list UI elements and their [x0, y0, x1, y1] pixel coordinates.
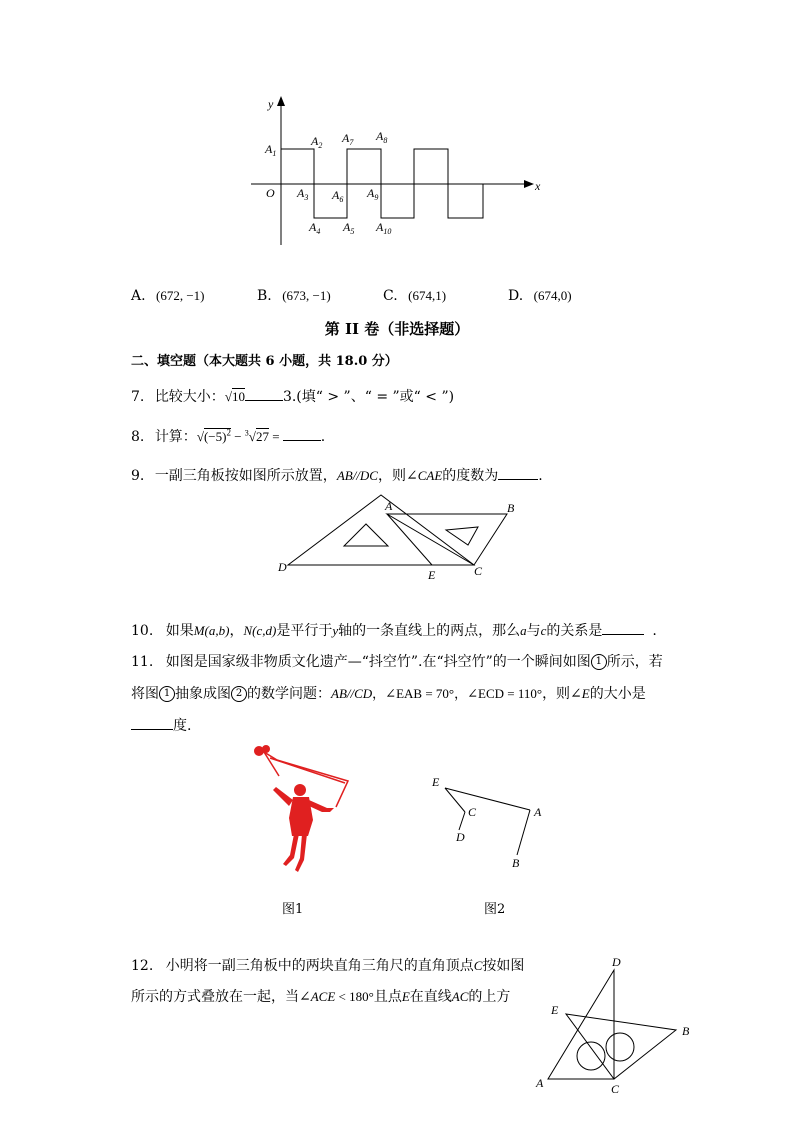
point-label-a5: $A_5$ [343, 220, 355, 236]
question-number: 9. [131, 468, 145, 484]
question-text: 小明将一副三角板中的两块直角三角尺的直角顶点 [165, 958, 474, 974]
question-8: 8. 计算：$√(-5)^2 - ^3√27$ = . [131, 427, 326, 445]
axis-x-label: x [535, 179, 541, 193]
var-c: C [473, 958, 483, 973]
option-letter: A. [131, 288, 146, 304]
question-number: 11. [131, 654, 154, 670]
question-number: 10. [131, 623, 154, 639]
triangle-ecb [566, 1014, 676, 1079]
question-text: 抽象成图 [175, 686, 231, 702]
option-value: (674,0) [533, 288, 572, 303]
math-expression: $√(-5)^2 - ^3√27$ = [196, 427, 283, 444]
figure-2-caption: 图2 [484, 902, 506, 917]
question-number: 7. [131, 389, 145, 405]
label-b: B [682, 1024, 690, 1038]
point-label-a10: $A_{10}$ [376, 220, 392, 236]
point-m: M(a,b) [193, 623, 230, 638]
var-c: c [540, 623, 547, 638]
question-number: 12. [131, 958, 154, 974]
axis-y-label: y [268, 97, 274, 111]
point-label-a8: $A_8$ [376, 129, 388, 145]
label-e: E [551, 1003, 559, 1017]
point-label-a6: $A_6$ [332, 188, 344, 204]
circled-number: 2 [231, 686, 247, 702]
option-value: (674,1) [408, 288, 447, 303]
condition: AB//DC [336, 468, 378, 483]
option-letter: B. [257, 288, 272, 304]
question-tail: 3.(填“ > ”、“ = ”或“ < ”) [282, 389, 455, 405]
var-e: E [401, 989, 410, 1004]
figure-1-caption: 图1 [282, 902, 304, 917]
question-text: 如果 [165, 623, 194, 639]
label-e: E [432, 775, 440, 789]
label-c: C [611, 1082, 620, 1096]
option-letter: D. [508, 288, 524, 304]
question-number: 8. [131, 429, 145, 445]
label-b: B [507, 501, 515, 515]
label-d: D [612, 955, 621, 969]
question-text: 的数学问题： [247, 686, 331, 702]
label-d: D [456, 830, 465, 844]
label-a: A [536, 1076, 544, 1090]
triangle-hole-right [606, 1033, 634, 1061]
question-text: ， [229, 623, 244, 639]
label-d: D [278, 560, 287, 574]
triangle-hole-left [577, 1042, 605, 1070]
label-b: B [512, 856, 520, 870]
point-n: N(c,d) [243, 623, 277, 638]
section-heading: 二、填空题（本大题共 6 小题，共 18.0 分） [131, 354, 398, 369]
question-text: 所示的方式叠放在一起，当∠ [131, 989, 311, 1005]
section-title: 第 II 卷（非选择题） [324, 320, 470, 338]
question-text: 轴的一条直线上的两点，那么 [338, 623, 521, 639]
condition: ，∠ECD = 110° [454, 686, 543, 701]
question-10: 10. 如果M(a,b)，N(c,d)是平行于y轴的一条直线上的两点，那么a与c的关系是 . [131, 623, 657, 639]
point-label-a7: $A_7$ [342, 131, 354, 147]
point-label-a3: $A_3$ [297, 186, 309, 202]
point-label-a1: $A_1$ [265, 142, 277, 158]
option-value: (672, −1) [156, 288, 205, 303]
question-text: 所示，若 [606, 654, 663, 670]
question-text: 按如图 [482, 958, 525, 974]
condition: AB//CD [331, 686, 373, 701]
label-a: A [534, 805, 542, 819]
question-9: 9. 一副三角板按如图所示放置，AB//DC，则∠CAE的度数为 . [131, 468, 543, 484]
condition: ，∠EAB = 70° [372, 686, 455, 701]
angle-name: ACE [310, 989, 336, 1004]
question-text: ，则∠ [542, 686, 582, 702]
question-text: ，则∠ [377, 468, 418, 484]
point-label-a2: $A_2$ [311, 134, 323, 150]
question-text: 的上方 [468, 989, 511, 1005]
question-text: 的度数为 [442, 468, 499, 484]
question-text: 是平行于 [276, 623, 333, 639]
sqrt-expression: √10 [224, 389, 245, 404]
condition: < 180° [335, 989, 374, 1004]
segment-name: AC [451, 989, 469, 1004]
triangle-acd [548, 970, 614, 1079]
circled-number: 1 [591, 654, 607, 670]
label-e: E [428, 568, 436, 582]
label-c: C [468, 805, 477, 819]
question-text: 与 [526, 623, 541, 639]
question-text: 的关系是 [546, 623, 603, 639]
var-a: a [520, 623, 527, 638]
question-text: 的大小是 [589, 686, 646, 702]
label-c: C [474, 564, 483, 578]
option-letter: C. [383, 288, 398, 304]
question-text: 度. [173, 718, 192, 734]
angle-name: CAE [417, 468, 443, 483]
label-a: A [385, 499, 393, 513]
origin-label: O [266, 186, 275, 200]
var-e: E [581, 686, 590, 701]
circled-number: 1 [159, 686, 175, 702]
point-label-a9: $A_9$ [367, 186, 379, 202]
question-prefix: 比较大小： [154, 389, 225, 405]
var-y: y [332, 623, 339, 638]
question-text: 一副三角板按如图所示放置， [154, 468, 337, 484]
question-text: 在直线 [409, 989, 452, 1005]
option-value: (673, −1) [282, 288, 331, 303]
question-text: 且点 [373, 989, 402, 1005]
question-text: 如图是国家级非物质文化遗产—“抖空竹”.在“抖空竹”的一个瞬间如图 [165, 654, 591, 670]
point-label-a4: $A_4$ [309, 220, 321, 236]
question-prefix: 计算： [154, 429, 197, 445]
question-text: 将图 [131, 686, 159, 702]
